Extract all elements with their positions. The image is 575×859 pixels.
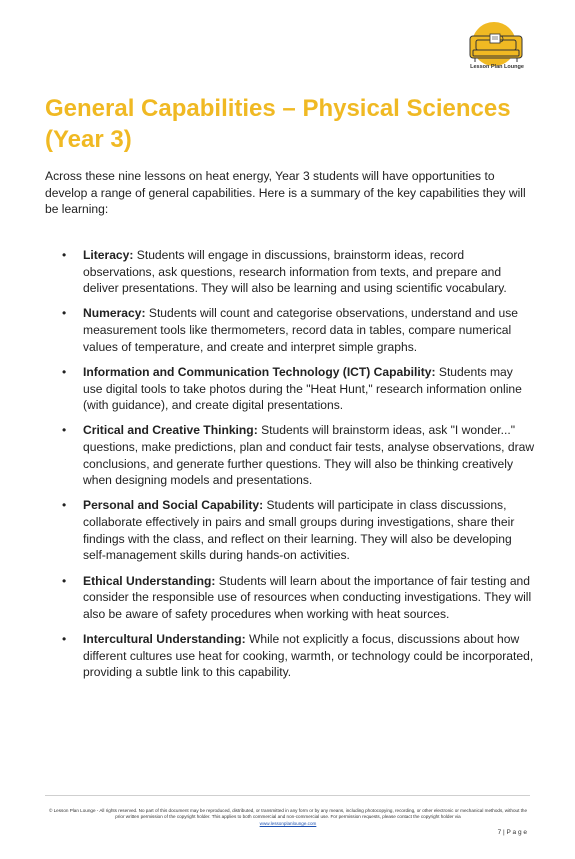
page-number: [498, 829, 527, 836]
capability-name: Ethical Understanding:: [83, 573, 216, 588]
capability-name: Personal and Social Capability:: [83, 498, 264, 513]
capability-name: Critical and Creative Thinking:: [83, 423, 258, 438]
capability-description: Students will brainstorm ideas, ask "I wonder..." questions, make predictions, plan and conduct fair tests, analyse observations, draw conclusions, and generate further questions. They will also be thinking creatively when designing models and presentations.: [83, 423, 535, 488]
capability-name: Numeracy:: [83, 306, 146, 321]
bullet-icon: •: [62, 423, 67, 438]
capability-name: Literacy:: [83, 248, 134, 262]
capability-critical-creative-thinking: [60, 422, 535, 488]
footer-copyright: [48, 808, 528, 827]
capability-description: Students may use digital tools to take photos during the "Heat Hunt," research information online (with guidance), and create digital presentations.: [83, 364, 522, 413]
copyright-notice: © Lesson Plan Lounge - All rights reserved. No part of this document may be reproduced, distributed, or transmitted in any form or by any means, including photocopying, recording, or other electronic or mechanical methods, without the prior written permission of the copyright holder. This applies to both commercial and non-commercial use. For permission requests, please contact the copyright holder via: [48, 808, 528, 820]
capability-literacy: [60, 247, 535, 297]
capability-description: While not explicitly a focus, discussions about how different cultures use heat for cooking, warmth, or technology could be incorporated, providing a subtle link to this capability.: [83, 632, 534, 680]
bullet-icon: •: [62, 364, 67, 379]
capability-description: Students will learn about the importance of fair testing and consider the responsible use of resources when conducting investigations. They will also be aware of safety procedures when working with heat sources.: [83, 573, 532, 621]
intro-paragraph: Across these nine lessons on heat energy, Year 3 students will have opportunities to develop a range of general capabilities. Here is a summary of the key capabilities they will be learning:: [45, 169, 526, 217]
capability-ethical-understanding: [60, 573, 535, 623]
capability-ict: [60, 364, 535, 414]
page-title: General Capabilities – Physical Sciences (Year 3): [45, 95, 511, 153]
logo-text: Lesson Plan Lounge: [470, 64, 524, 70]
bullet-icon: •: [62, 632, 67, 646]
capability-intercultural-understanding: [60, 631, 535, 681]
capabilities-list: [60, 247, 535, 689]
bullet-icon: •: [62, 306, 67, 321]
footer-divider: [45, 795, 530, 796]
website-link[interactable]: www.lessonplanlounge.com: [259, 820, 317, 826]
capability-personal-social: [60, 497, 535, 563]
capability-name: Information and Communication Technology (ICT) Capability:: [83, 364, 436, 379]
page-label: | P a g e: [503, 829, 527, 836]
capability-name: Intercultural Understanding:: [83, 632, 246, 646]
capability-numeracy: [60, 305, 535, 355]
capability-description: Students will participate in class discussions, collaborate effectively in pairs and small groups during investigations, share their findings with the class, and reflect on their learning. They will also be developing self-management skills during hands-on activities.: [83, 498, 515, 563]
page-number-value: 7: [497, 829, 502, 836]
capability-description: Students will engage in discussions, brainstorm ideas, record observations, ask questions, research information from texts, and prepare and deliver presentations. They will also be learning and using scientific vocabulary.: [83, 248, 507, 296]
bullet-icon: •: [62, 573, 67, 588]
bullet-icon: •: [62, 248, 67, 262]
capability-description: Students will count and categorise observations, understand and use measurement tools like thermometers, record data in tables, compare numerical values of temperature, and create and interpret simple graphs.: [83, 306, 518, 354]
bullet-icon: •: [62, 498, 67, 513]
